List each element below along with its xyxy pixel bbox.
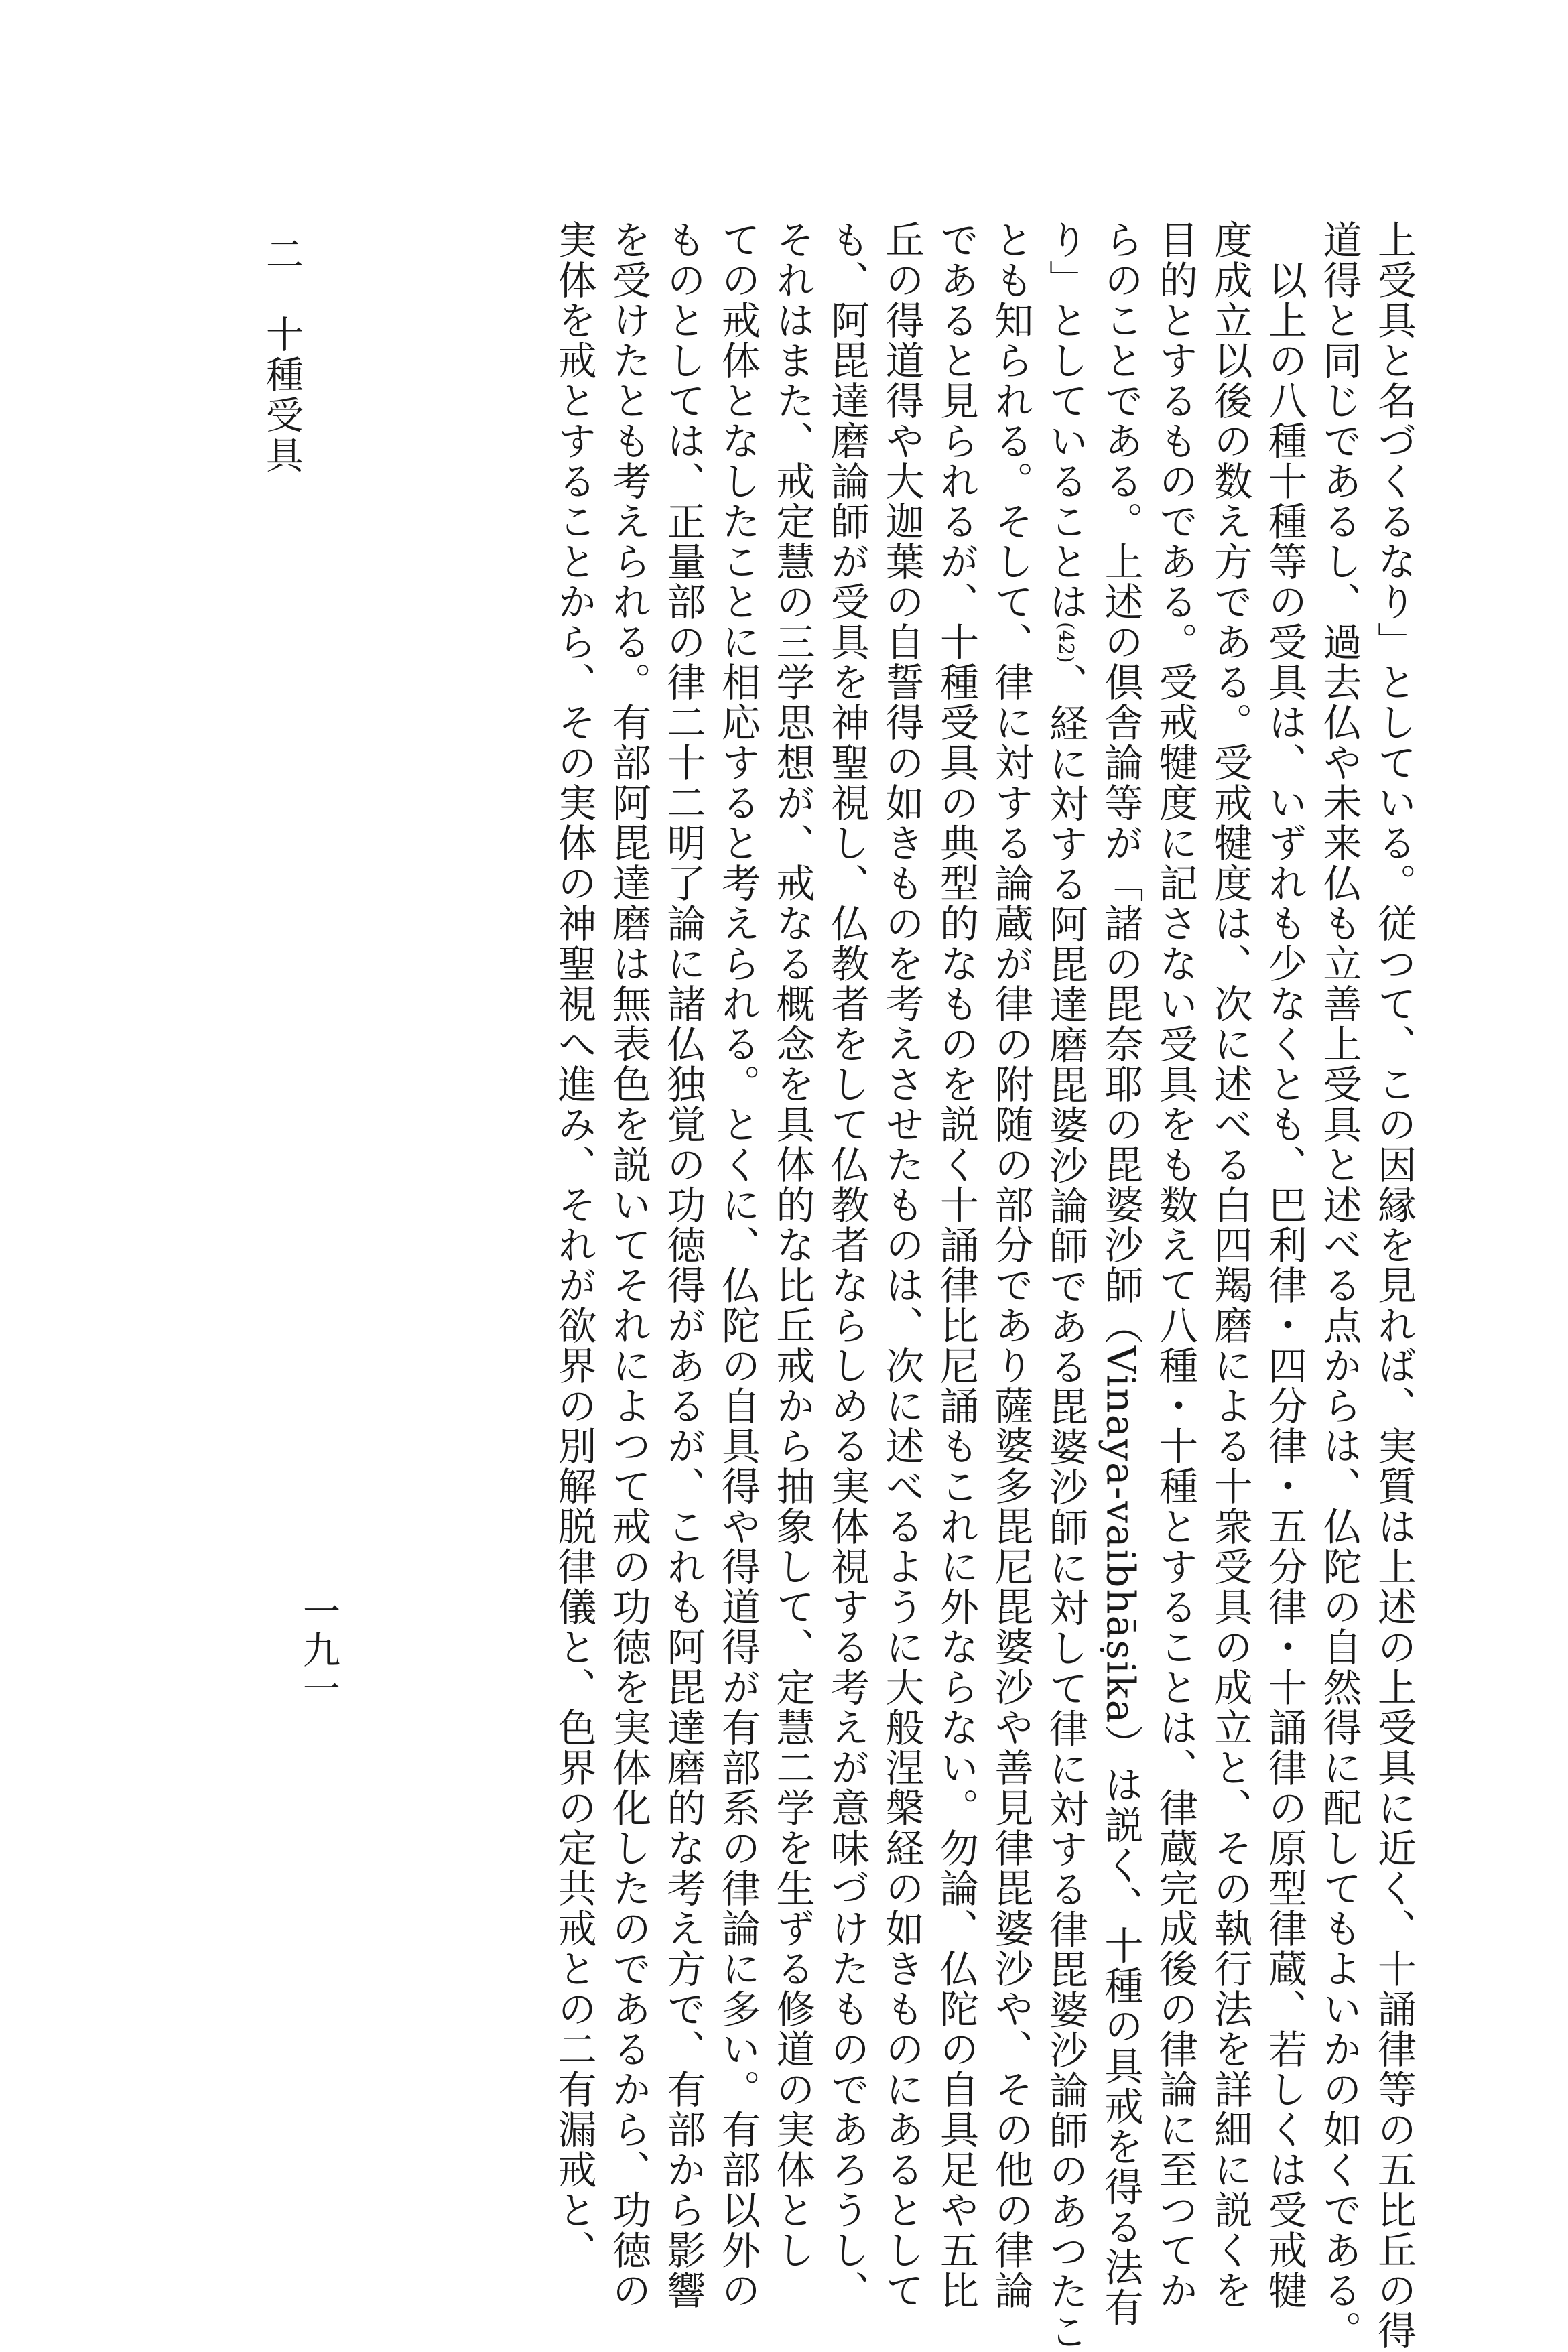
- text-line: 上受具と名づくるなり」としている。従つて、この因縁を見れば、実質は上述の上受具に近く、十誦律等の五比丘の得: [1371, 220, 1417, 2351]
- text-line: 度成立以後の数え方である。受戒犍度は、次に述べる白四羯磨による十衆受具の成立と、その執行法を詳細に説くを: [1207, 220, 1253, 2310]
- text-line: を受けたとも考えられる。有部阿毘達磨は無表色を説いてそれによつて戒の功徳を実体化したのであるから、功徳の: [606, 220, 651, 2310]
- text-line: 以上の八種十種等の受具は、いずれも少なくとも、巴利律・四分律・五分律・十誦律の原型律蔵、若しくは受戒犍: [1262, 220, 1307, 2310]
- text-line: ものとしては、正量部の律二十二明了論に諸仏独覚の功徳得があるが、これも阿毘達磨的な考え方で、有部から影響: [660, 220, 706, 2310]
- text-line: 道得と同じであるし、過去仏や未来仏も立善上受具と述べる点からは、仏陀の自然得に配してもよいかの如くである。: [1316, 220, 1362, 2351]
- text-line: それはまた、戒定慧の三学思想が、戒なる概念を具体的な比丘戒から抽象して、定慧二学を生ずる修道の実体とし: [769, 220, 815, 2270]
- footnote-marker: (42): [1054, 622, 1077, 663]
- text-line: ての戒体となしたことに相応すると考えられる。とくに、仏陀の自具得や得道得が有部系の律論に多い。有部以外の: [715, 220, 761, 2310]
- text-line: であると見られるが、十種受具の典型的なものを説く十誦律比尼誦もこれに外ならない。勿論、仏陀の自具足や五比: [933, 220, 979, 2310]
- text-line: 目的とするものである。受戒犍度に記さない受具をも数えて八種・十種とすることは、律蔵完成後の律論に至つてか: [1153, 220, 1198, 2310]
- text-line: とも知られる。そして、律に対する論蔵が律の附随の部分であり薩婆多毘尼毘婆沙や善見律毘婆沙や、その他の律論: [988, 220, 1034, 2310]
- text-line: らのことである。上述の倶舎論等が「諸の毘奈耶の毘婆沙師（Vinaya-vaibhāṣika）は説く、十種の具戒を得る法有: [1098, 220, 1144, 2328]
- running-head: 二 十種受具: [260, 235, 304, 476]
- text-line: 実体を戒とすることから、その実体の神聖視へ進み、それが欲界の別解脱律儀と、色界の定共戒との二有漏戒と、: [551, 220, 597, 2270]
- body-text: [335, 220, 1421, 2352]
- page-number: 一九一: [297, 1591, 340, 1708]
- text-line: も、阿毘達磨論師が受具を神聖視し、仏教者をして仏教者ならしめる実体視する考えが意味づけたものであろうし、: [824, 220, 870, 2310]
- text-line: り」としていることは(42)、経に対する阿毘達磨毘婆沙論師である毘婆沙師に対して律に対する律毘婆沙論師のあつたこ: [1043, 220, 1088, 2352]
- text-line: 丘の得道得や大迦葉の自誓得の如きものを考えさせたものは、次に述べるように大般涅槃経の如きものにあるとして: [878, 220, 925, 2310]
